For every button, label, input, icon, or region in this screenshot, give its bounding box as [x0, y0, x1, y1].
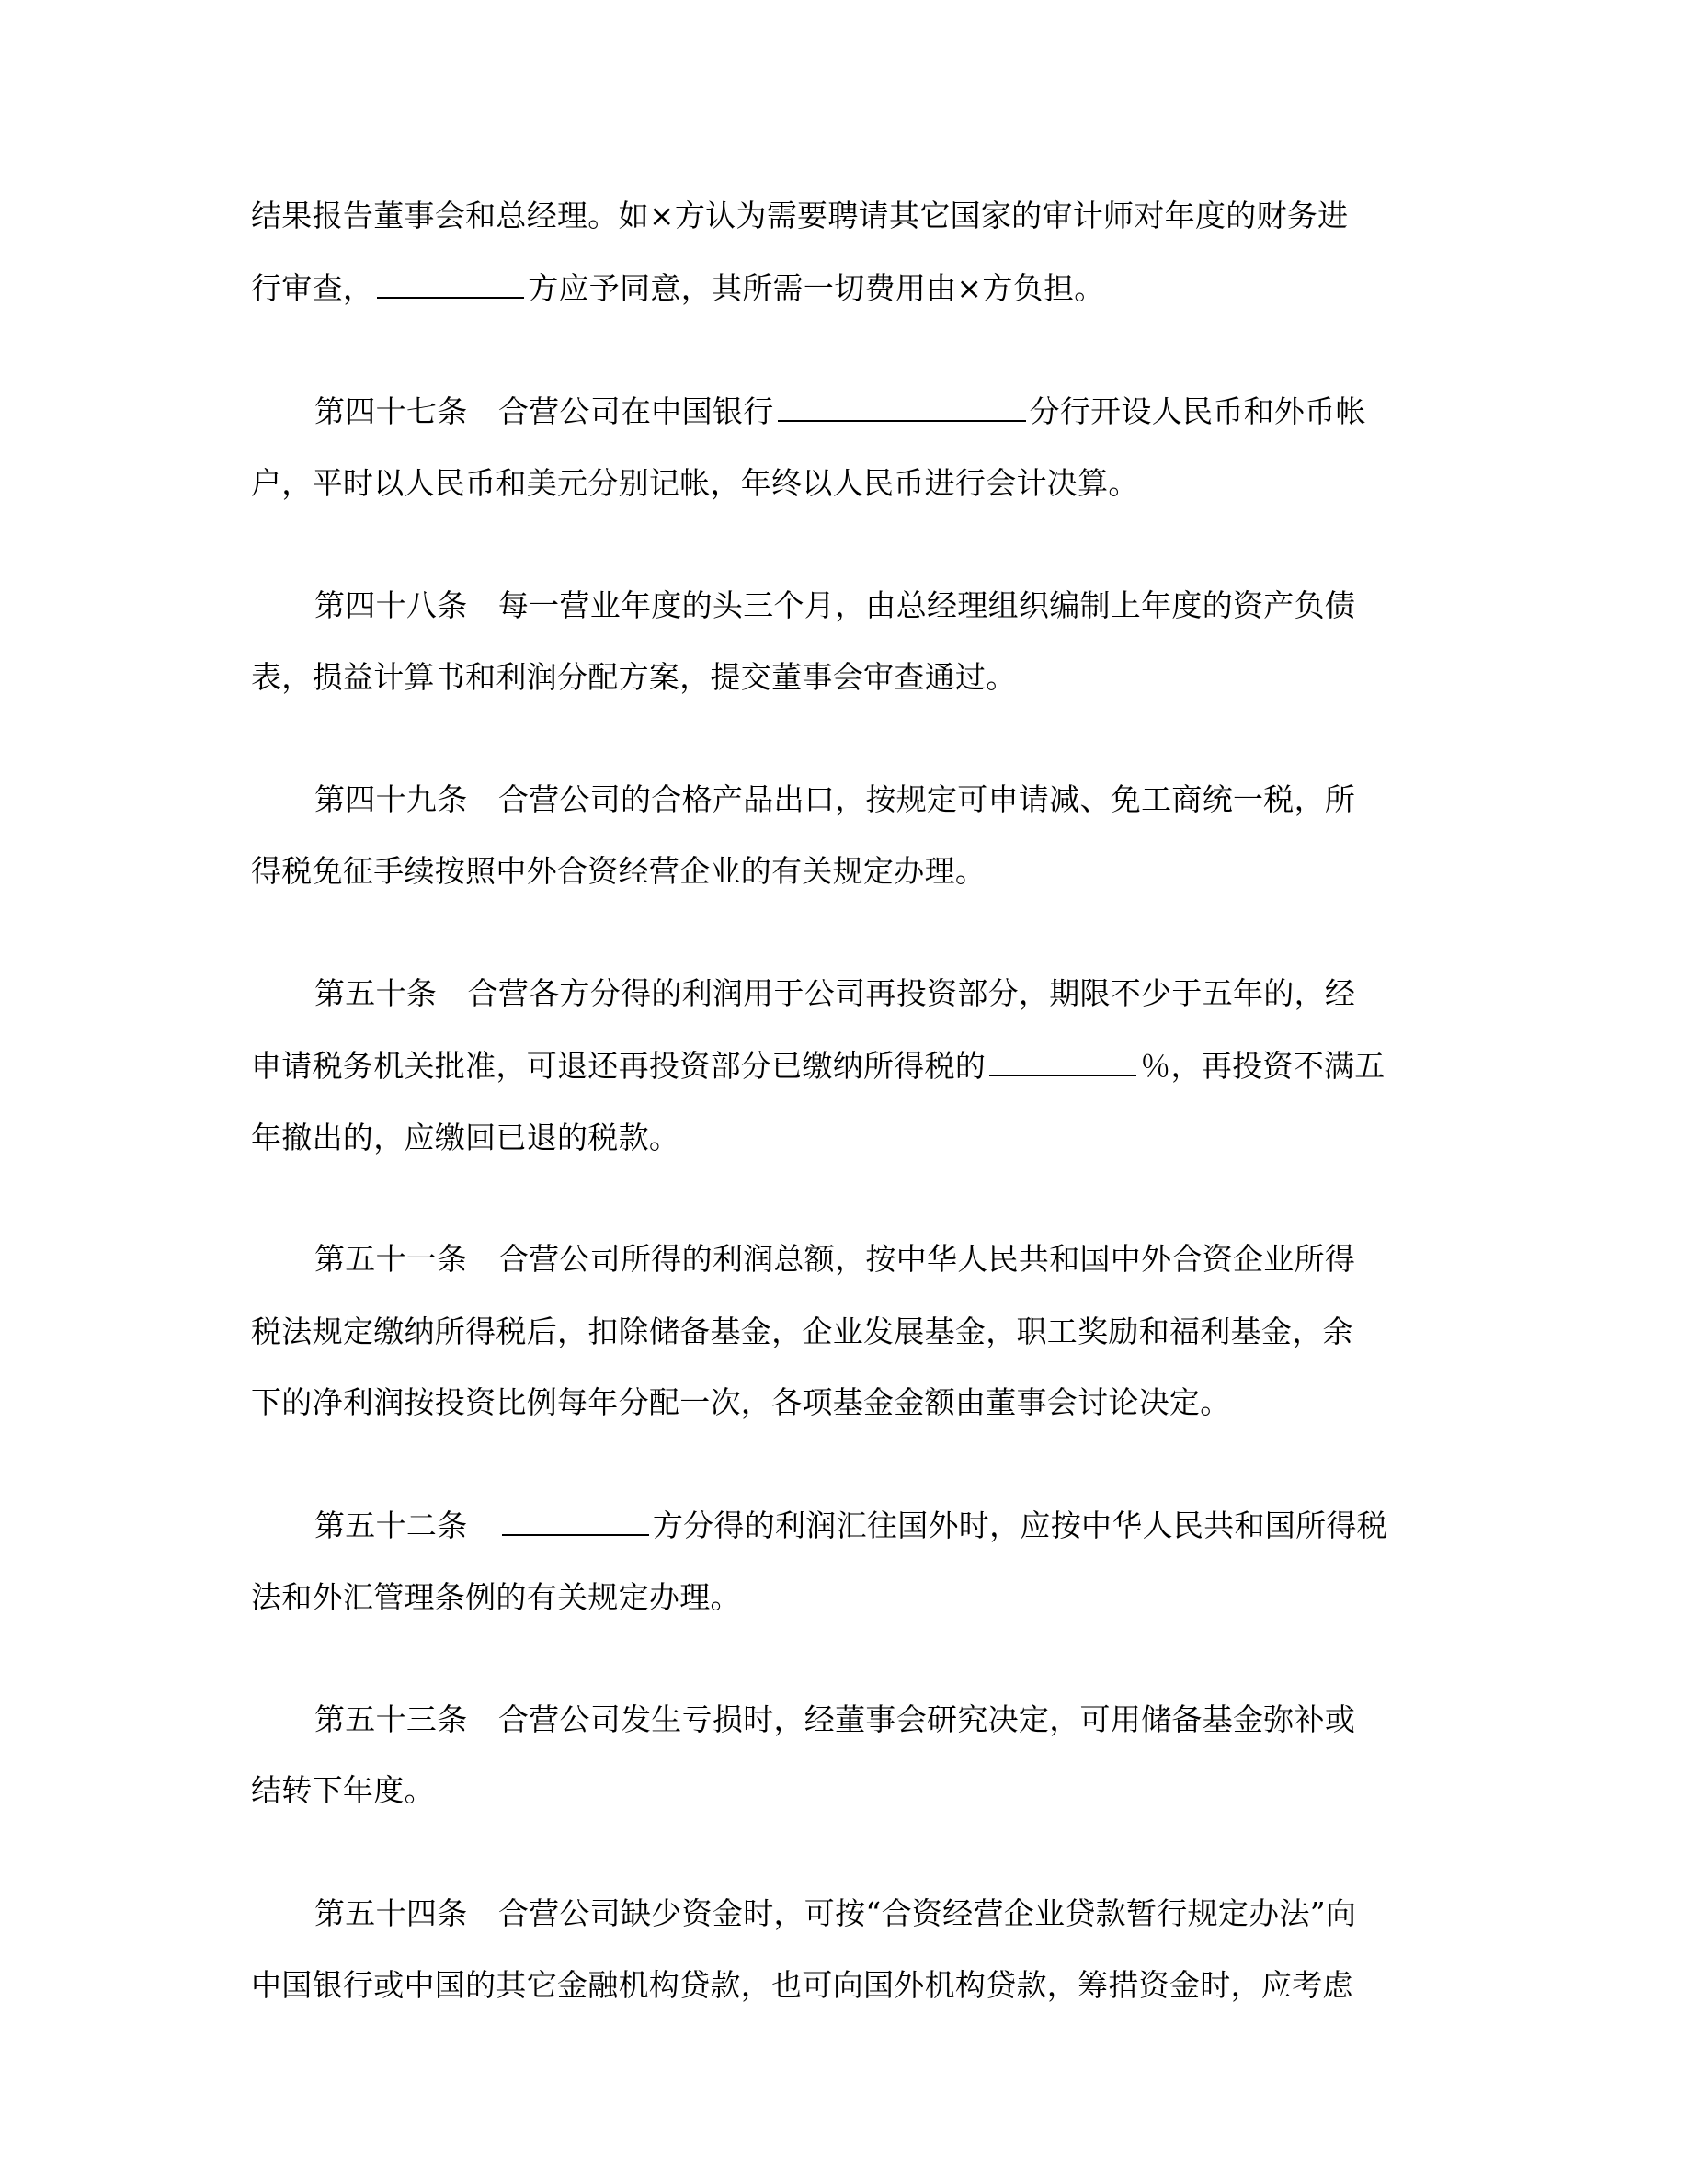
- fill-in-blank[interactable]: [377, 269, 524, 299]
- fill-in-blank[interactable]: [502, 1507, 649, 1536]
- article-number: 第五十条: [314, 975, 438, 1011]
- article-48-line-1: 第四十八条 每一营业年度的头三个月，由总经理组织编制上年度的资产负债: [314, 587, 1356, 623]
- article-number: 第四十九条: [314, 781, 468, 817]
- para-46-line-1: 结果报告董事会和总经理。如×方认为需要聘请其它国家的审计师对年度的财务进: [251, 198, 1349, 233]
- article-47-line-2: 户，平时以人民币和美元分别记帐，年终以人民币进行会计决算。: [251, 465, 1139, 501]
- article-48-line-2: 表，损益计算书和利润分配方案，提交董事会审查通过。: [251, 659, 1017, 695]
- article-54-line-1: 第五十四条 合营公司缺少资金时，可按“合资经营企业贷款暂行规定办法”向: [314, 1895, 1357, 1931]
- article-53-line-2: 结转下年度。: [251, 1772, 435, 1808]
- article-49-line-2: 得税免征手续按照中外合资经营企业的有关规定办理。: [251, 853, 987, 889]
- article-52-line-2: 法和外汇管理条例的有关规定办理。: [251, 1579, 741, 1615]
- article-number: 第五十四条: [314, 1895, 468, 1931]
- fill-in-blank[interactable]: [989, 1047, 1136, 1076]
- article-number: 第四十八条: [314, 587, 468, 623]
- article-50-line-1: 第五十条 合营各方分得的利润用于公司再投资部分，期限不少于五年的，经: [314, 975, 1356, 1011]
- article-54-line-2: 中国银行或中国的其它金融机构贷款，也可向国外机构贷款，筹措资金时，应考虑: [251, 1967, 1353, 2003]
- article-53-line-1: 第五十三条 合营公司发生亏损时，经董事会研究决定，可用储备基金弥补或: [314, 1701, 1356, 1737]
- article-number: 第四十七条: [314, 393, 468, 429]
- article-number: 第五十一条: [314, 1241, 468, 1277]
- article-51-line-2: 税法规定缴纳所得税后，扣除储备基金，企业发展基金，职工奖励和福利基金，余: [251, 1314, 1353, 1349]
- fill-in-blank[interactable]: [778, 392, 1026, 422]
- article-47-line-1: 第四十七条 合营公司在中国银行 分行开设人民币和外币帐: [314, 393, 1366, 429]
- article-51-line-1: 第五十一条 合营公司所得的利润总额，按中华人民共和国中外合资企业所得: [314, 1241, 1356, 1277]
- article-number: 第五十二条: [314, 1507, 468, 1543]
- para-46-line-2: 行审查， 方应予同意，其所需一切费用由×方负担。: [251, 270, 1105, 306]
- article-51-line-3: 下的净利润按投资比例每年分配一次，各项基金金额由董事会讨论决定。: [251, 1384, 1231, 1420]
- article-number: 第五十三条: [314, 1701, 468, 1737]
- article-50-line-3: 年撤出的，应缴回已退的税款。: [251, 1120, 680, 1155]
- article-52-line-1: 第五十二条 方分得的利润汇往国外时，应按中华人民共和国所得税: [314, 1507, 1388, 1543]
- article-50-line-2: 申请税务机关批准，可退还再投资部分已缴纳所得税的 ％，再投资不满五: [251, 1048, 1386, 1084]
- article-49-line-1: 第四十九条 合营公司的合格产品出口，按规定可申请减、免工商统一税，所: [314, 781, 1356, 817]
